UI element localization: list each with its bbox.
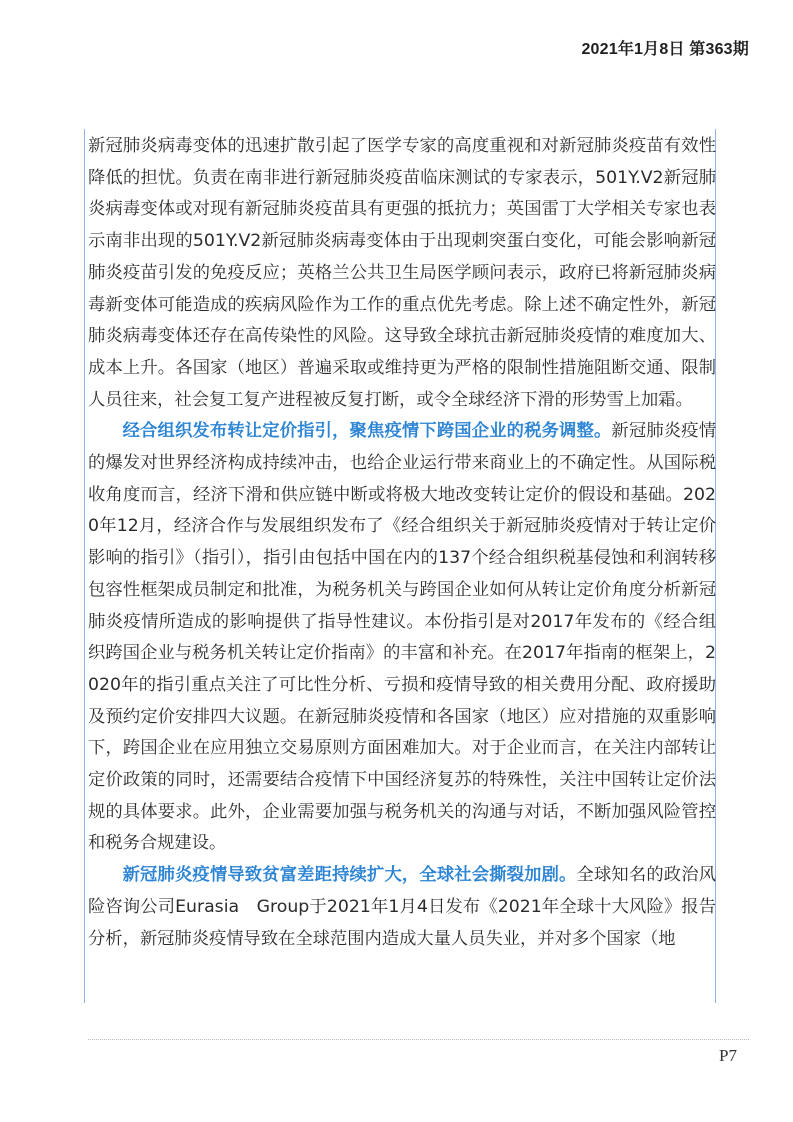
- paragraph-virus-variant: 新冠肺炎病毒变体的迅速扩散引起了医学专家的高度重视和对新冠肺炎疫苗有效性降低的担忧。负责在南非进行新冠肺炎疫苗临床测试的专家表示，501Y.V2新冠肺炎病毒变体或对现有新冠肺炎疫苗具有更强的抵抗力；英国雷丁大学相关专家也表示南非出现的501Y.V2新冠肺炎病毒变体由于出现刺突蛋白变化，可能会影响新冠肺炎疫苗引发的免疫反应；英格兰公共卫生局医学顾问表示，政府已将新冠肺炎病毒新变体可能造成的疾病风险作为工作的重点优先考虑。除上述不确定性外，新冠肺炎病毒变体还存在高传染性的风险。这导致全球抗击新冠肺炎疫情的难度加大、成本上升。各国家（地区）普遍采取或维持更为严格的限制性措施阻断交通、限制人员往来，社会复工复产进程被反复打断，或令全球经济下滑的形势雪上加霜。: [88, 136, 716, 410]
- paragraph-body-oecd: 新冠肺炎疫情的爆发对世界经济构成持续冲击，也给企业运行带来商业上的不确定性。从国际税收角度而言，经济下滑和供应链中断或将极大地改变转让定价的假设和基础。2020年12月，经济合作与发展组织发布了《经合组织关于新冠肺炎疫情对于转让定价影响的指引》（指引），指引由包括中国在内的137个经合组织税基侵蚀和利润转移包容性框架成员制定和批准，为税务机关与跨国企业如何从转让定价角度分析新冠肺炎疫情所造成的影响提供了指导性建议。本份指引是对2017年发布的《经合组织跨国企业与税务机关转让定价指南》的丰富和补充。在2017年指南的框架上，2020年的指引重点关注了可比性分析、亏损和疫情导致的相关费用分配、政府援助及预约定价安排四大议题。在新冠肺炎疫情和各国家（地区）应对措施的双重影响下，跨国企业在应用独立交易原则方面困难加大。对于企业而言，在关注内部转让定价政策的同时，还需要结合疫情下中国经济复苏的特殊性，关注中国转让定价法规的具体要求。此外，企业需要加强与税务机关的沟通与对话，不断加强风险管控和税务合规建设。: [88, 421, 716, 854]
- page-number: P7: [719, 1046, 737, 1065]
- footer-divider: [88, 1039, 749, 1040]
- issue-date-header: 2021年1月8日 第363期: [581, 41, 749, 58]
- paragraph-oecd-transfer-pricing: [88, 416, 716, 860]
- paragraph-heading-wealth-gap: 新冠肺炎疫情导致贫富差距持续扩大，全球社会撕裂加剧。: [122, 865, 577, 886]
- paragraph-heading-oecd: 经合组织发布转让定价指引，聚焦疫情下跨国企业的税务调整。: [122, 421, 612, 442]
- article-body: [88, 131, 716, 955]
- paragraph-body-wealth-gap: 全球知名的政治风险咨询公司Eurasia Group于2021年1月4日发布《2021年全球十大风险》报告分析，新冠肺炎疫情导致在全球范围内造成大量人员失业，并对多个国家（地: [88, 865, 716, 949]
- paragraph-wealth-gap: [88, 860, 716, 955]
